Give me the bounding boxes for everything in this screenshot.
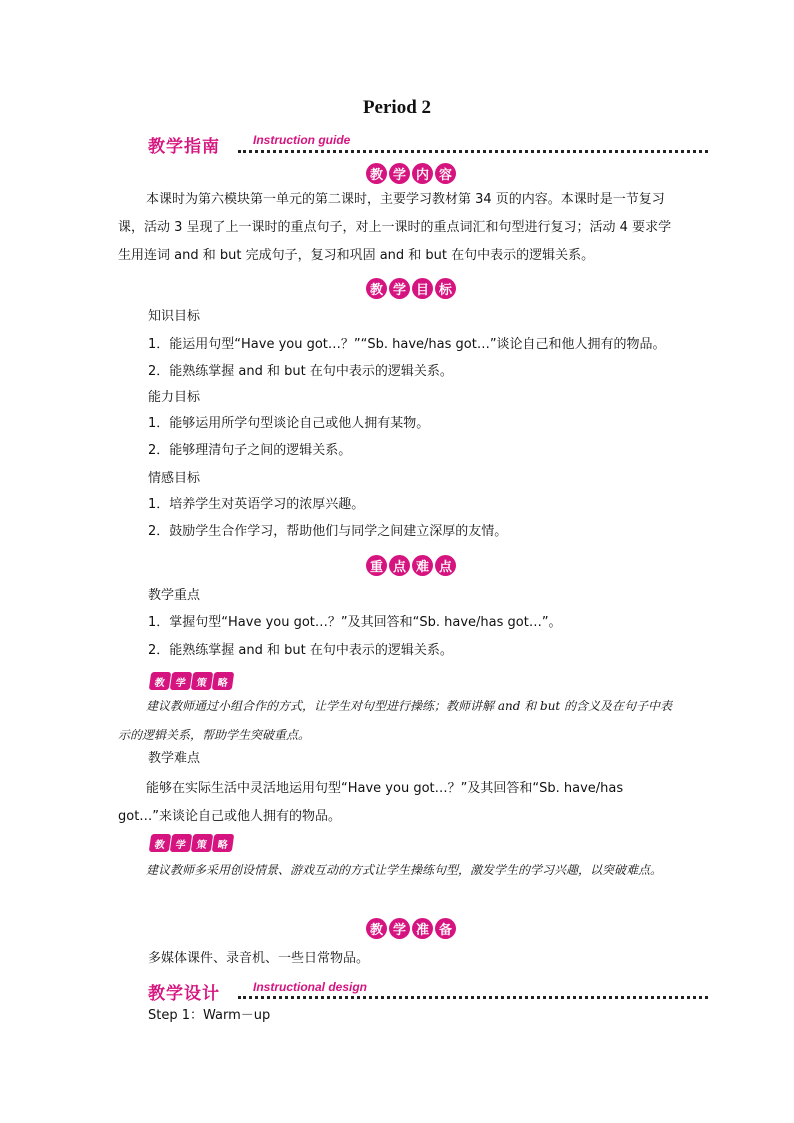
badge-char: 难	[412, 555, 433, 576]
knowledge-goal-item: 2．能熟练掌握 and 和 but 在句中表示的逻辑关系。	[148, 364, 453, 379]
dotted-divider	[238, 150, 708, 153]
section-heading-design-zh: 教学设计	[148, 984, 220, 1004]
section-heading-design-en: Instructional design	[253, 980, 368, 994]
badge-char: 略	[212, 672, 235, 690]
emotion-goals-heading: 情感目标	[148, 471, 201, 486]
badge-char: 略	[212, 834, 235, 852]
section-heading-guide-zh: 教学指南	[148, 137, 220, 157]
badge-char: 重	[366, 555, 387, 576]
badge-teaching-goals	[366, 278, 456, 299]
badge-teaching-content	[366, 163, 456, 184]
badge-char: 目	[412, 278, 433, 299]
badge-teaching-strategy	[150, 672, 233, 690]
badge-char: 教	[366, 163, 387, 184]
knowledge-goals-heading: 知识目标	[148, 309, 201, 324]
badge-char: 学	[170, 834, 193, 852]
difficulty-paragraph: 能够在实际生活中灵活地运用句型“Have you got…？”及其回答和“Sb. have/has got…”来谈论自己或他人拥有的物品。	[118, 781, 624, 824]
ability-goal-item: 2．能够理清句子之间的逻辑关系。	[148, 443, 352, 458]
key-point-item: 2．能熟练掌握 and 和 but 在句中表示的逻辑关系。	[148, 643, 453, 658]
badge-char: 教	[366, 918, 387, 939]
difficulty-heading: 教学难点	[148, 751, 201, 766]
badge-char: 准	[412, 918, 433, 939]
badge-char: 学	[389, 918, 410, 939]
badge-key-difficult-points	[366, 555, 456, 576]
badge-char: 点	[435, 555, 456, 576]
badge-char: 标	[435, 278, 456, 299]
badge-teaching-preparation	[366, 918, 456, 939]
page-title: Period 2	[362, 97, 432, 118]
content-paragraph: 本课时为第六模块第一单元的第二课时，主要学习教材第 34 页的内容。本课时是一节复习课，活动 3 呈现了上一课时的重点句子，对上一课时的重点词汇和句型进行复习；活动 4 要求学生用连词 and 和 but 完成句子，复习和巩固 and 和 but 在句中表示的逻辑关系。	[118, 192, 672, 263]
emotion-goal-item: 1．培养学生对英语学习的浓厚兴趣。	[148, 497, 365, 512]
badge-char: 教	[149, 672, 172, 690]
emotion-goal-item: 2．鼓励学生合作学习，帮助他们与同学之间建立深厚的友情。	[148, 524, 508, 539]
badge-char: 学	[389, 163, 410, 184]
badge-char: 内	[412, 163, 433, 184]
badge-char: 策	[191, 834, 214, 852]
badge-char: 学	[389, 278, 410, 299]
badge-teaching-strategy	[150, 834, 233, 852]
knowledge-goal-item: 1．能运用句型“Have you got…？”“Sb. have/has got…”谈论自己和他人拥有的物品。	[148, 337, 666, 352]
ability-goals-heading: 能力目标	[148, 390, 201, 405]
preparation-text: 多媒体课件、录音机、一些日常物品。	[148, 951, 370, 966]
badge-char: 策	[191, 672, 214, 690]
badge-char: 教	[149, 834, 172, 852]
badge-char: 点	[389, 555, 410, 576]
badge-char: 备	[435, 918, 456, 939]
key-point-heading: 教学重点	[148, 588, 201, 603]
badge-char: 容	[435, 163, 456, 184]
difficulty-strategy: 建议教师多采用创设情景、游戏互动的方式让学生操练句型，激发学生的学习兴趣，以突破难点。	[146, 863, 663, 877]
badge-char: 学	[170, 672, 193, 690]
step-1-heading: Step 1：Warm－up	[148, 1008, 271, 1023]
key-point-item: 1．掌握句型“Have you got…？”及其回答和“Sb. have/has got…”。	[148, 615, 562, 630]
ability-goal-item: 1．能够运用所学句型谈论自己或他人拥有某物。	[148, 416, 430, 431]
badge-char: 教	[366, 278, 387, 299]
dotted-divider	[238, 996, 708, 999]
key-point-strategy: 建议教师通过小组合作的方式，让学生对句型进行操练；教师讲解 and 和 but 的含义及在句子中表示的逻辑关系，帮助学生突破重点。	[118, 699, 673, 742]
section-heading-guide-en: Instruction guide	[253, 133, 351, 147]
